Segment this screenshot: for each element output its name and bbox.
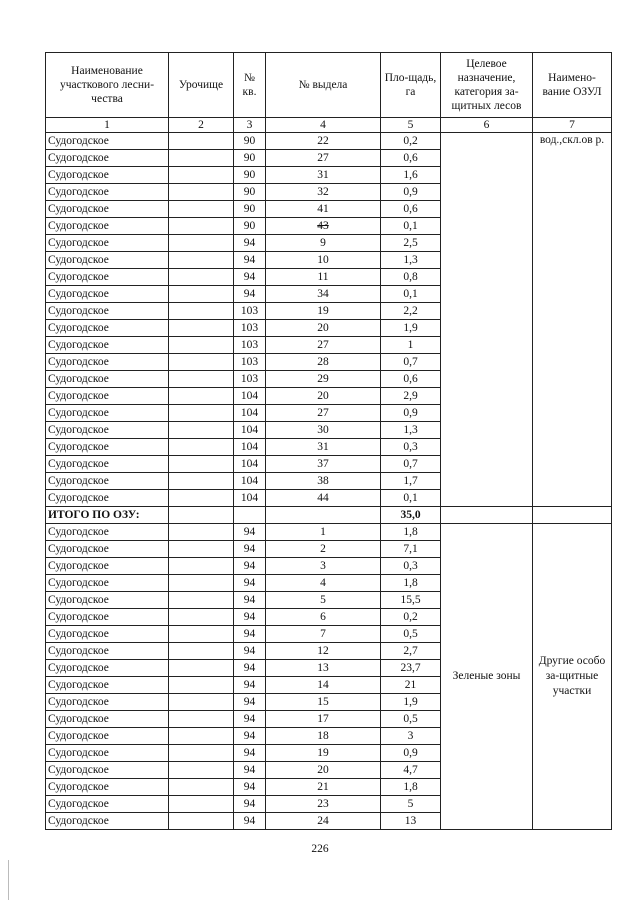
- cell-forestry: Судогодское: [46, 796, 169, 813]
- cell-plot: 1: [266, 524, 381, 541]
- cell-plot: 28: [266, 354, 381, 371]
- cell-tract: [169, 592, 234, 609]
- cell-area: 0,7: [381, 354, 441, 371]
- cell-forestry: Судогодское: [46, 643, 169, 660]
- cell-area: 0,2: [381, 133, 441, 150]
- column-number-row: [46, 118, 612, 133]
- cell-quarter: 94: [234, 286, 266, 303]
- cell-quarter: 94: [234, 813, 266, 830]
- cell-forestry: Судогодское: [46, 541, 169, 558]
- cell-forestry: Судогодское: [46, 167, 169, 184]
- cell-plot: 30: [266, 422, 381, 439]
- cell-tract: [169, 303, 234, 320]
- cell-area: 0,1: [381, 286, 441, 303]
- cell-forestry: Судогодское: [46, 303, 169, 320]
- cell-area: 7,1: [381, 541, 441, 558]
- cell-area: 0,6: [381, 150, 441, 167]
- scan-edge-mark: [8, 860, 9, 900]
- cell-tract: [169, 150, 234, 167]
- cell-area: 4,7: [381, 762, 441, 779]
- cell-tract: [169, 235, 234, 252]
- cell-area: 1,9: [381, 320, 441, 337]
- cell-plot: 14: [266, 677, 381, 694]
- cell-quarter: 104: [234, 490, 266, 507]
- cell-forestry: Судогодское: [46, 592, 169, 609]
- header-plot: № выдела: [266, 53, 381, 118]
- cell-quarter: 94: [234, 762, 266, 779]
- cell-area: 21: [381, 677, 441, 694]
- cell-quarter: 94: [234, 626, 266, 643]
- cell-quarter: 94: [234, 745, 266, 762]
- cell-forestry: Судогодское: [46, 575, 169, 592]
- cell-tract: [169, 762, 234, 779]
- cell-area: 13: [381, 813, 441, 830]
- cell-tract: [169, 473, 234, 490]
- cell-plot: 27: [266, 337, 381, 354]
- cell-quarter: 94: [234, 269, 266, 286]
- cell-tract: [169, 575, 234, 592]
- cell-plot: [266, 507, 381, 524]
- cell-tract: [169, 541, 234, 558]
- cell-area: 1,8: [381, 575, 441, 592]
- cell-plot: 44: [266, 490, 381, 507]
- cell-forestry: Судогодское: [46, 711, 169, 728]
- cell-purpose: Зеленые зоны: [441, 524, 533, 830]
- cell-forestry: Судогодское: [46, 694, 169, 711]
- total-row: [46, 507, 612, 524]
- cell-quarter: 94: [234, 728, 266, 745]
- cell-quarter: 94: [234, 711, 266, 728]
- cell-area: 23,7: [381, 660, 441, 677]
- cell-quarter: 94: [234, 796, 266, 813]
- cell-tract: [169, 252, 234, 269]
- table-row: [46, 133, 612, 150]
- cell-forestry: Судогодское: [46, 184, 169, 201]
- cell-plot: 29: [266, 371, 381, 388]
- cell-quarter: 103: [234, 354, 266, 371]
- cell-quarter: 104: [234, 422, 266, 439]
- column-number: 6: [441, 118, 533, 133]
- cell-tract: [169, 609, 234, 626]
- cell-area: 0,1: [381, 490, 441, 507]
- cell-area: 1: [381, 337, 441, 354]
- column-number: 1: [46, 118, 169, 133]
- cell-ozul: [533, 507, 612, 524]
- cell-forestry: Судогодское: [46, 422, 169, 439]
- cell-tract: [169, 677, 234, 694]
- cell-tract: [169, 439, 234, 456]
- cell-area: 2,9: [381, 388, 441, 405]
- cell-quarter: 94: [234, 252, 266, 269]
- cell-forestry: Судогодское: [46, 354, 169, 371]
- cell-quarter: 104: [234, 405, 266, 422]
- cell-tract: [169, 388, 234, 405]
- cell-quarter: 94: [234, 592, 266, 609]
- cell-area: 1,3: [381, 422, 441, 439]
- column-number: 4: [266, 118, 381, 133]
- cell-area: 5: [381, 796, 441, 813]
- cell-plot: 24: [266, 813, 381, 830]
- cell-tract: [169, 643, 234, 660]
- cell-plot: 17: [266, 711, 381, 728]
- cell-quarter: 94: [234, 524, 266, 541]
- cell-tract: [169, 354, 234, 371]
- cell-forestry: Судогодское: [46, 762, 169, 779]
- cell-plot: 2: [266, 541, 381, 558]
- header-tract: Урочище: [169, 53, 234, 118]
- cell-tract: [169, 660, 234, 677]
- cell-area: 1,9: [381, 694, 441, 711]
- cell-area: 0,9: [381, 745, 441, 762]
- cell-area: 0,6: [381, 201, 441, 218]
- cell-plot: 21: [266, 779, 381, 796]
- cell-tract: [169, 218, 234, 235]
- cell-forestry: Судогодское: [46, 320, 169, 337]
- cell-area: 0,5: [381, 626, 441, 643]
- cell-plot: 23: [266, 796, 381, 813]
- cell-forestry: Судогодское: [46, 728, 169, 745]
- cell-area: 1,8: [381, 779, 441, 796]
- cell-tract: [169, 201, 234, 218]
- cell-plot: 41: [266, 201, 381, 218]
- cell-plot: 34: [266, 286, 381, 303]
- cell-ozul: вод.,скл.ов р.: [533, 133, 612, 507]
- cell-tract: [169, 558, 234, 575]
- header-ozul: Наимено-вание ОЗУЛ: [533, 53, 612, 118]
- cell-tract: [169, 711, 234, 728]
- cell-forestry: Судогодское: [46, 660, 169, 677]
- cell-forestry: Судогодское: [46, 201, 169, 218]
- cell-forestry: Судогодское: [46, 235, 169, 252]
- cell-quarter: 104: [234, 388, 266, 405]
- cell-area: 2,2: [381, 303, 441, 320]
- cell-plot: 31: [266, 167, 381, 184]
- cell-tract: [169, 694, 234, 711]
- cell-forestry: Судогодское: [46, 252, 169, 269]
- cell-ozul: Другие особо за-щитные участки: [533, 524, 612, 830]
- cell-forestry: Судогодское: [46, 456, 169, 473]
- cell-forestry: Судогодское: [46, 813, 169, 830]
- cell-plot: 27: [266, 150, 381, 167]
- cell-plot: 12: [266, 643, 381, 660]
- cell-quarter: 94: [234, 235, 266, 252]
- header-purpose: Целевое назначение, категория за-щитных лесов: [441, 53, 533, 118]
- cell-forestry: Судогодское: [46, 388, 169, 405]
- cell-plot: 38: [266, 473, 381, 490]
- cell-quarter: 90: [234, 133, 266, 150]
- cell-area: 1,3: [381, 252, 441, 269]
- cell-area: 2,7: [381, 643, 441, 660]
- cell-plot: 22: [266, 133, 381, 150]
- cell-quarter: 103: [234, 320, 266, 337]
- cell-tract: [169, 286, 234, 303]
- forest-plots-table: [45, 52, 612, 830]
- cell-tract: [169, 269, 234, 286]
- cell-tract: [169, 490, 234, 507]
- cell-quarter: 94: [234, 575, 266, 592]
- cell-area: 1,7: [381, 473, 441, 490]
- cell-quarter: 90: [234, 184, 266, 201]
- cell-tract: [169, 524, 234, 541]
- column-number: 3: [234, 118, 266, 133]
- cell-plot: 32: [266, 184, 381, 201]
- header-quarter: № кв.: [234, 53, 266, 118]
- cell-tract: [169, 745, 234, 762]
- cell-tract: [169, 626, 234, 643]
- cell-forestry: Судогодское: [46, 405, 169, 422]
- cell-quarter: 103: [234, 371, 266, 388]
- cell-forestry: Судогодское: [46, 524, 169, 541]
- cell-plot: 18: [266, 728, 381, 745]
- cell-plot: 27: [266, 405, 381, 422]
- cell-area: 0,1: [381, 218, 441, 235]
- cell-forestry: Судогодское: [46, 473, 169, 490]
- cell-quarter: 90: [234, 218, 266, 235]
- cell-area: 0,9: [381, 184, 441, 201]
- cell-forestry: Судогодское: [46, 371, 169, 388]
- cell-plot: 31: [266, 439, 381, 456]
- cell-plot: 5: [266, 592, 381, 609]
- cell-quarter: 90: [234, 201, 266, 218]
- total-area: 35,0: [381, 507, 441, 524]
- cell-plot: 20: [266, 762, 381, 779]
- cell-area: 0,3: [381, 558, 441, 575]
- cell-tract: [169, 456, 234, 473]
- cell-area: 3: [381, 728, 441, 745]
- cell-plot: 10: [266, 252, 381, 269]
- cell-area: 1,6: [381, 167, 441, 184]
- cell-quarter: [234, 507, 266, 524]
- cell-plot: 19: [266, 745, 381, 762]
- cell-plot: 6: [266, 609, 381, 626]
- cell-tract: [169, 405, 234, 422]
- cell-area: 0,6: [381, 371, 441, 388]
- header-row: [46, 53, 612, 118]
- header-forestry: Наименование участкового лесни-чества: [46, 53, 169, 118]
- cell-area: 0,9: [381, 405, 441, 422]
- cell-forestry: Судогодское: [46, 490, 169, 507]
- total-label: ИТОГО ПО ОЗУ:: [46, 507, 169, 524]
- cell-forestry: Судогодское: [46, 269, 169, 286]
- cell-tract: [169, 167, 234, 184]
- cell-quarter: 103: [234, 337, 266, 354]
- cell-forestry: Судогодское: [46, 286, 169, 303]
- cell-area: 0,2: [381, 609, 441, 626]
- cell-forestry: Судогодское: [46, 609, 169, 626]
- cell-quarter: 94: [234, 660, 266, 677]
- cell-tract: [169, 320, 234, 337]
- cell-quarter: 104: [234, 456, 266, 473]
- cell-plot: 20: [266, 320, 381, 337]
- cell-forestry: Судогодское: [46, 133, 169, 150]
- cell-quarter: 104: [234, 439, 266, 456]
- cell-quarter: 90: [234, 150, 266, 167]
- cell-forestry: Судогодское: [46, 337, 169, 354]
- cell-tract: [169, 371, 234, 388]
- cell-tract: [169, 728, 234, 745]
- cell-forestry: Судогодское: [46, 779, 169, 796]
- cell-quarter: 94: [234, 558, 266, 575]
- cell-area: 1,8: [381, 524, 441, 541]
- cell-quarter: 103: [234, 303, 266, 320]
- cell-quarter: 94: [234, 694, 266, 711]
- cell-quarter: 94: [234, 677, 266, 694]
- header-area: Пло-щадь, га: [381, 53, 441, 118]
- cell-forestry: Судогодское: [46, 558, 169, 575]
- cell-plot: 7: [266, 626, 381, 643]
- cell-plot: 20: [266, 388, 381, 405]
- cell-area: 0,8: [381, 269, 441, 286]
- cell-forestry: Судогодское: [46, 677, 169, 694]
- cell-quarter: 90: [234, 167, 266, 184]
- cell-forestry: Судогодское: [46, 439, 169, 456]
- cell-area: 2,5: [381, 235, 441, 252]
- page-number: 226: [311, 843, 329, 855]
- cell-quarter: 94: [234, 643, 266, 660]
- cell-quarter: 94: [234, 609, 266, 626]
- cell-plot: 15: [266, 694, 381, 711]
- cell-tract: [169, 184, 234, 201]
- cell-forestry: Судогодское: [46, 626, 169, 643]
- cell-tract: [169, 796, 234, 813]
- cell-purpose: [441, 507, 533, 524]
- column-number: 5: [381, 118, 441, 133]
- table-row: [46, 524, 612, 541]
- cell-forestry: Судогодское: [46, 745, 169, 762]
- cell-plot: 3: [266, 558, 381, 575]
- cell-forestry: Судогодское: [46, 218, 169, 235]
- cell-plot: 4: [266, 575, 381, 592]
- cell-tract: [169, 133, 234, 150]
- cell-tract: [169, 779, 234, 796]
- cell-forestry: Судогодское: [46, 150, 169, 167]
- cell-quarter: 94: [234, 779, 266, 796]
- cell-tract: [169, 337, 234, 354]
- cell-plot: 11: [266, 269, 381, 286]
- cell-plot: 19: [266, 303, 381, 320]
- cell-tract: [169, 813, 234, 830]
- cell-plot: 9: [266, 235, 381, 252]
- cell-area: 0,7: [381, 456, 441, 473]
- cell-tract: [169, 422, 234, 439]
- cell-tract: [169, 507, 234, 524]
- cell-purpose: [441, 133, 533, 507]
- cell-plot: 13: [266, 660, 381, 677]
- cell-quarter: 94: [234, 541, 266, 558]
- cell-plot: 37: [266, 456, 381, 473]
- cell-plot: 43: [266, 218, 381, 235]
- cell-area: 15,5: [381, 592, 441, 609]
- cell-area: 0,3: [381, 439, 441, 456]
- column-number: 7: [533, 118, 612, 133]
- column-number: 2: [169, 118, 234, 133]
- cell-quarter: 104: [234, 473, 266, 490]
- cell-area: 0,5: [381, 711, 441, 728]
